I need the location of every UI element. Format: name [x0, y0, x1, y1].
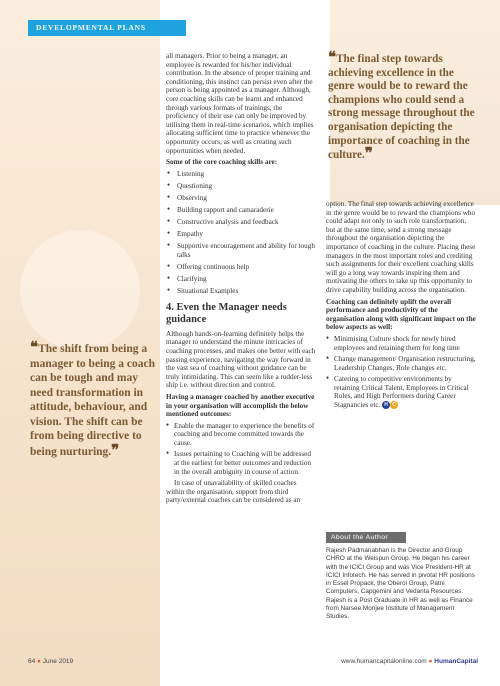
footer-left: [28, 658, 73, 665]
list-item: ● Questioning: [166, 182, 316, 191]
brand-name: HumanCapital: [434, 658, 478, 665]
bullet-paragraph: ● Minimising Culture shock for newly hired employees and retaining them for long time: [326, 335, 476, 352]
page-number: 64: [28, 658, 36, 665]
list-item: ● Observing: [166, 194, 316, 203]
bullet-text: Catering to competitive environments by retaining Critical Talent, Employees in Critical Roles, and High Performers during Career Stagnancies etc.: [334, 375, 469, 410]
article-column-middle: [166, 52, 316, 508]
close-quote-icon: ❞: [364, 146, 373, 163]
skills-list: [166, 170, 316, 296]
section-banner: DEVELOPMENTAL PLANS: [28, 20, 186, 36]
pull-quote-left: [30, 341, 160, 459]
paragraph: In case of unavailability of skilled coaches within the organisation, support from third party/external coaches can be considered as an: [166, 479, 301, 505]
pull-quote-left-text: The shift from being a manager to being a coach can be tough and may need transformation in attitude, behaviour, and vision. The shift can be from being directive to being nurturing.: [30, 343, 156, 458]
bullet-paragraph: [326, 375, 476, 409]
author-box: [326, 532, 478, 622]
list-item: ● Listening: [166, 170, 316, 179]
bullet-paragraph: ● Change management/ Organisation restructuring, Leadership Changes, Role changes etc.: [326, 355, 476, 372]
list-item: ● Building rapport and camaraderie: [166, 206, 316, 215]
bullet-paragraph: ● Issues pertaining to Coaching will be addressed at the earliest for better outcomes and reduction in the overall ambiguity in course of action.: [166, 450, 316, 476]
skills-heading: Some of the core coaching skills are:: [166, 158, 278, 167]
list-item: ● Empathy: [166, 230, 316, 239]
end-mark-c-icon: C: [390, 401, 398, 409]
issue-date: June 2019: [42, 658, 74, 665]
pull-quote-right: [328, 52, 476, 163]
list-item: ● Offering continuous help: [166, 263, 316, 272]
end-mark-h-icon: H: [382, 401, 390, 409]
article-column-right: [326, 200, 476, 413]
author-bio: Rajesh Padmanabhan is the Director and Group CHRO at the Welspun Group. He began his career with the ICICI Group and was Vice President-HR at ICICI Infotech. He has served in pivotal HR positions in Essel Propack, the Oberoi Group, Patni Computers, Capgemini and Vedanta Resources. Rajesh is a Post Graduate in HR as well as Finance from Narsee Monjee Institute of Management Studies.: [326, 547, 475, 621]
open-quote-icon: ❝: [328, 50, 337, 66]
paragraph: option. The final step towards achieving excellence in the genre would be to reward the champions who could adapt not only to such role transformation, but at the same time, send a strong message throughout the organisation depicting the importance of coaching in the culture. Placing these managers in the most important roles and crediting such assignments for their excellent coaching skills will go a long way towards inspiring them and motivating the others to take up this opportunity to drive capability building across the organisation.: [326, 200, 476, 294]
list-item: ● Situational Examples: [166, 287, 316, 296]
section-heading: 4. Even the Manager needs guidance: [166, 301, 287, 325]
separator-dot-icon: ●: [428, 658, 433, 665]
list-item: ● Clarifying: [166, 275, 316, 284]
separator-dot-icon: ●: [37, 658, 41, 665]
footer-right: [341, 658, 478, 665]
website-link[interactable]: www.humancapitalonline.com: [341, 658, 427, 665]
list-item: ● Constructive analysis and feedback: [166, 218, 316, 227]
close-quote-icon: ❞: [111, 442, 120, 459]
list-item: ● Supportive encouragement and ability for tough talks: [166, 242, 316, 259]
paragraph-bold: Coaching can definitely uplift the overall performance and productivity of the organisation along with significant impact on the below aspects as well:: [326, 297, 476, 332]
paragraph: all managers. Prior to being a manager, an employee is rewarded for his/her individual contribution. In the absence of proper training and conditioning, this instinct can persist even after the person is being appointed as a manager. Although, core coaching skills can be learnt and enhanced through various formats of trainings, the proficiency of their use can only be improved by utilising them in real-time scenarios, which implies allocating sufficient time to practice whenever the opportunity occurs, as well as creating such opportunities when needed.: [166, 52, 314, 155]
bullet-paragraph: ● Enable the manager to experience the benefits of coaching and become committed towards the cause.: [166, 422, 316, 448]
author-label: About the Author: [326, 532, 406, 543]
paragraph-bold: Having a manager coached by another executive in your organisation will accomplish the below mentioned outcomes:: [166, 392, 315, 419]
pull-quote-right-text: The final step towards achieving excellence in the genre would be to reward the champions who could send a strong message throughout the organisation depicting the importance of coaching in the culture.: [328, 53, 475, 162]
paragraph: Although hands-on-learning definitely helps the manager to understand the minute intricacies of coaching processes, and makes one better with each passing experience, navigating the way forward in the vast sea of coaching without guidance can be truly intimidating. This can seem like a rudder-less ship i.e. without direction and control.: [166, 329, 316, 390]
open-quote-icon: ❝: [30, 340, 39, 356]
